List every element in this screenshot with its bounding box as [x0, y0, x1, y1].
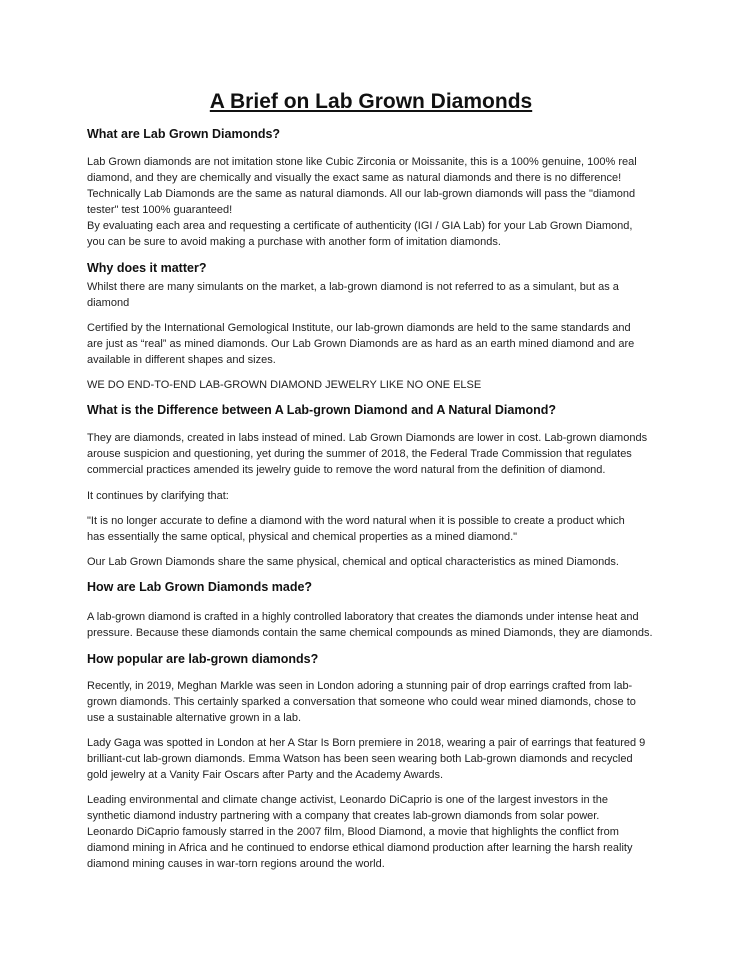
text-line: Leonardo DiCaprio famously starred in the 2007 film, Blood Diamond, a movie that highlights the conflict from — [87, 826, 619, 838]
text-line: has essentially the same optical, physical and chemical properties as a mined diamond." — [87, 531, 518, 543]
paragraph — [87, 609, 653, 641]
text-line: are just as “real” as mined diamonds. Our Lab Grown Diamonds are as hard as an earth mined diamond and are — [87, 338, 635, 350]
paragraph — [87, 792, 632, 872]
section-heading: What is the Difference between A Lab-grown Diamond and A Natural Diamond? — [87, 403, 557, 417]
text-line: Lady Gaga was spotted in London at her A Star Is Born premiere in 2018, wearing a pair of earrings that featured 9 — [87, 737, 646, 749]
text-line: By evaluating each area and requesting a certificate of authenticity (IGI / GIA Lab) for your Lab Grown Diamond, — [87, 220, 633, 232]
quote-paragraph — [87, 513, 625, 545]
text-line: WE DO END-TO-END LAB-GROWN DIAMOND JEWELRY LIKE NO ONE ELSE — [87, 379, 482, 391]
text-line: diamond, and they are chemically and visually the exact same as natural diamonds and there is no difference! — [87, 172, 622, 184]
text-line: Lab Grown diamonds are not imitation stone like Cubic Zirconia or Moissanite, this is a 100% genuine, 100% real — [87, 156, 637, 168]
section-heading: What are Lab Grown Diamonds? — [87, 127, 281, 141]
text-line: commercial practices amended its jewelry guide to remove the word natural from the definition of diamond. — [87, 464, 606, 476]
text-line: It continues by clarifying that: — [87, 490, 229, 502]
text-line: pressure. Because these diamonds contain the same chemical compounds as mined Diamonds, they are diamonds. — [87, 627, 653, 639]
text-line: They are diamonds, created in labs instead of mined. Lab Grown Diamonds are lower in cost. Lab-grown diamonds — [87, 432, 648, 444]
text-line: synthetic diamond industry partnering with a company that creates lab-grown diamonds from solar power. — [87, 810, 600, 822]
paragraph — [87, 554, 619, 570]
section-heading: How popular are lab-grown diamonds? — [87, 652, 319, 666]
text-line: available in different shapes and sizes. — [87, 354, 276, 366]
text-line: Our Lab Grown Diamonds share the same physical, chemical and optical characteristics as mined Diamonds. — [87, 556, 619, 568]
document-title: A Brief on Lab Grown Diamonds — [209, 90, 533, 113]
paragraph — [87, 735, 645, 783]
text-line: Recently, in 2019, Meghan Markle was seen in London adoring a stunning pair of drop earrings crafted from lab- — [87, 680, 633, 692]
text-line: arouse suspicion and questioning, yet during the summer of 2018, the Federal Trade Commission that regulates — [87, 448, 632, 460]
paragraph — [87, 154, 637, 250]
text-line: diamond mining causes in war-torn regions around the world. — [87, 858, 385, 870]
text-line: tester" test 100% guaranteed! — [87, 204, 233, 216]
text-line: A lab-grown diamond is crafted in a highly controlled laboratory that creates the diamonds under intense heat and — [87, 611, 639, 623]
paragraph — [87, 430, 647, 478]
paragraph — [87, 678, 636, 726]
text-line: use a sustainable alternative grown in a lab. — [87, 712, 302, 724]
text-line: Certified by the International Gemological Institute, our lab-grown diamonds are held to the same standards and — [87, 322, 631, 334]
text-line: Leading environmental and climate change activist, Leonardo DiCaprio is one of the largest investors in the — [87, 794, 608, 806]
text-line: diamond — [87, 297, 130, 309]
text-line: Technically Lab Diamonds are the same as natural diamonds. All our lab-grown diamonds will pass the "diamond — [87, 188, 636, 200]
section-heading: How are Lab Grown Diamonds made? — [87, 580, 313, 594]
paragraph — [87, 488, 229, 504]
text-line: grown diamonds. This certainly sparked a conversation that someone who could wear mined diamonds, chose to — [87, 696, 636, 708]
paragraph — [87, 279, 619, 311]
text-line: "It is no longer accurate to define a diamond with the word natural when it is possible to create a product which — [87, 515, 625, 527]
text-line: diamond mining in Africa and he continued to endorse ethical diamond production after learning the harsh reality — [87, 842, 633, 854]
text-line: Whilst there are many simulants on the market, a lab-grown diamond is not referred to as a simulant, but as a — [87, 281, 619, 293]
text-line: brilliant-cut lab-grown diamonds. Emma Watson has been seen wearing both Lab-grown diamonds and recycled — [87, 753, 633, 765]
text-line: gold jewelry at a Vanity Fair Oscars after Party and the Academy Awards. — [87, 769, 444, 781]
paragraph — [87, 320, 634, 368]
section-heading: Why does it matter? — [87, 261, 207, 275]
text-line: you can be sure to avoid making a purchase with another form of imitation diamonds. — [87, 236, 501, 248]
paragraph — [87, 377, 481, 393]
